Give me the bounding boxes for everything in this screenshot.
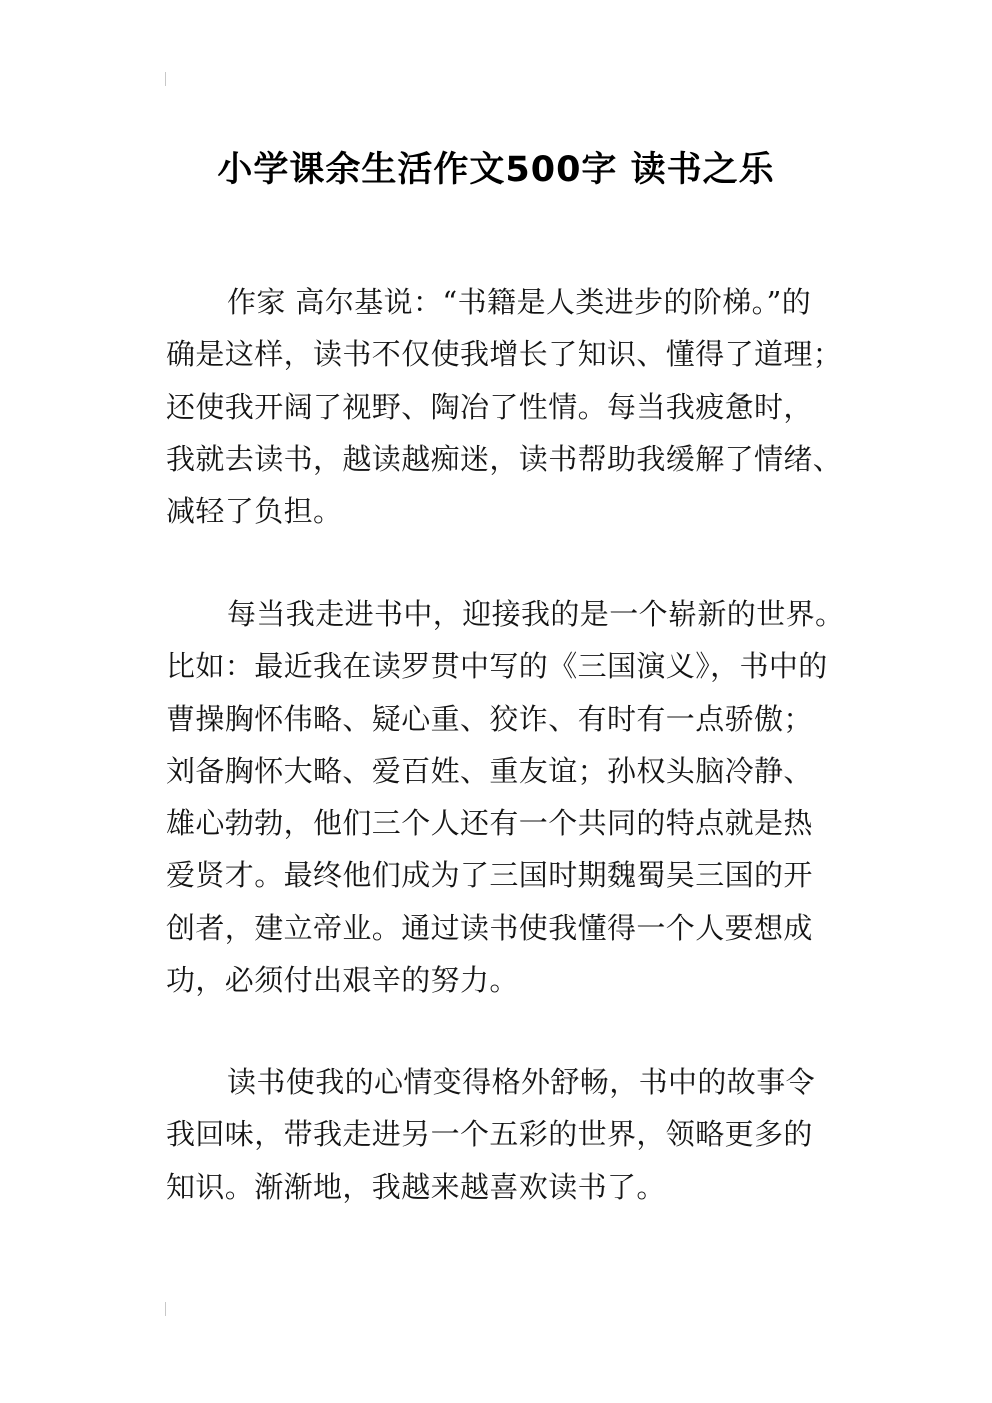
paragraph-line: 功，必须付出艰辛的努力。 <box>166 963 519 998</box>
paragraph-line: 确是这样，读书不仅使我增长了知识、懂得了道理； <box>166 337 843 372</box>
paragraph-3 <box>166 1056 836 1213</box>
bottom-margin-mark <box>165 1302 166 1316</box>
paragraph-2 <box>166 588 845 1006</box>
paragraph-line: 减轻了负担。 <box>166 494 343 529</box>
paragraph-line: 曹操胸怀伟略、疑心重、狡诈、有时有一点骄傲； <box>166 701 813 736</box>
paragraph-line: 还使我开阔了视野、陶冶了性情。每当我疲惫时， <box>166 389 813 424</box>
paragraph-line: 比如：最近我在读罗贯中写的《三国演义》，书中的 <box>166 649 828 684</box>
paragraph-line: 创者，建立帝业。通过读书使我懂得一个人要想成 <box>166 910 813 945</box>
paragraph-line: 作家 高尔基说：“书籍是人类进步的阶梯。”的 <box>227 285 812 319</box>
top-margin-mark <box>165 72 166 86</box>
paragraph-line: 知识。渐渐地，我越来越喜欢读书了。 <box>166 1169 666 1204</box>
paragraph-line: 我就去读书，越读越痴迷，读书帮助我缓解了情绪、 <box>166 441 843 476</box>
paragraph-line: 读书使我的心情变得格外舒畅，书中的故事令 <box>227 1065 816 1099</box>
paragraph-line: 我回味，带我走进另一个五彩的世界，领略更多的 <box>166 1117 813 1152</box>
paragraph-1 <box>166 276 843 537</box>
paragraph-line: 刘备胸怀大略、爱百姓、重友谊；孙权头脑冷静、 <box>166 753 813 788</box>
paragraph-line: 爱贤才。最终他们成为了三国时期魏蜀吴三国的开 <box>166 858 813 893</box>
paragraph-line: 每当我走进书中，迎接我的是一个崭新的世界。 <box>227 597 845 631</box>
paragraph-line: 雄心勃勃，他们三个人还有一个共同的特点就是热 <box>166 806 813 841</box>
document-title: 小学课余生活作文500字 读书之乐 <box>217 150 775 191</box>
